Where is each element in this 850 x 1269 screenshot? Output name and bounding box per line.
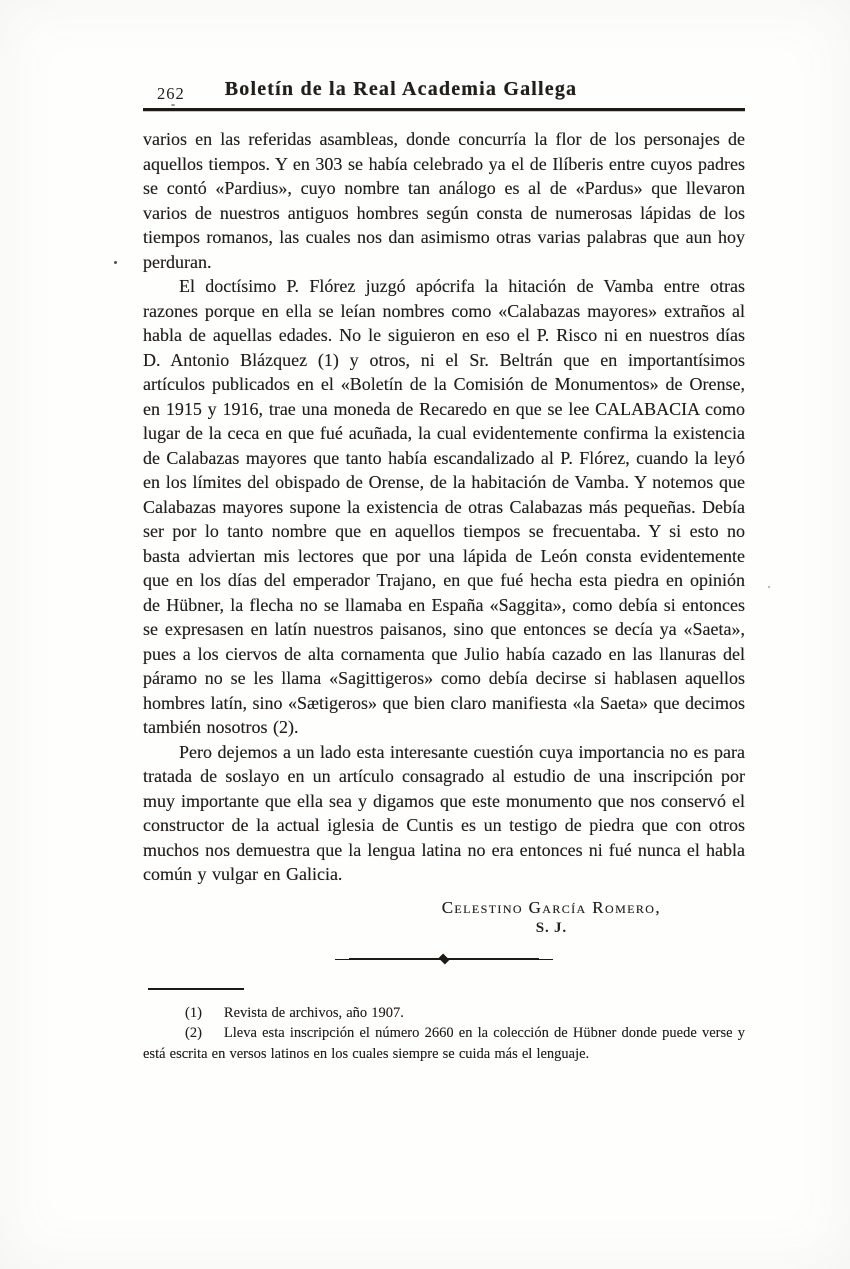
section-divider-ornament xyxy=(349,954,539,964)
divider-bar-taper-left xyxy=(335,959,349,960)
signature-block xyxy=(442,898,661,937)
author-suffix: S. J. xyxy=(535,919,567,936)
scan-speck xyxy=(114,261,117,264)
scan-speck xyxy=(171,104,175,106)
footnote xyxy=(143,1003,745,1024)
footnote-separator xyxy=(148,988,244,990)
article-body xyxy=(143,127,745,887)
running-head xyxy=(143,78,745,106)
footnote xyxy=(143,1023,745,1064)
article-paragraph: varios en las referidas asambleas, donde concurría la flor de los personajes de aquellos tiempos. Y en 303 se había celebrado ya el de Ilíberis entre cuyos padres se contó «Pardius», cuyo nombre tan análogo es al de «Pardus» que llevaron varios de nuestros antiguos hombres según consta de numerosas lápidas de los tiempos romanos, las cuales nos dan asimismo otras varias palabras que aun hoy perduran. xyxy=(143,129,745,272)
header-rule xyxy=(143,108,745,111)
journal-title: Boletín de la Real Academia Gallega xyxy=(224,78,578,100)
page-content xyxy=(143,78,745,1064)
footnote-text: Revista de archivos, año 1907. xyxy=(223,1004,404,1021)
article-paragraph: Pero dejemos a un lado esta interesante cuestión cuya importancia no es para tratada de soslayo en un artículo consagrado al estudio de una inscripción por muy importante que ella sea y digamos que este monumento que nos conservó el constructor de la actual iglesia de Cuntis es un testigo de piedra que con otros muchos nos demuestra que la lengua latina no era entonces ni fué nunca el habla común y vulgar en Galicia. xyxy=(143,741,745,884)
page-number: 262 xyxy=(157,84,185,103)
footnote-marker: (2) xyxy=(185,1025,202,1041)
footnote-text: Lleva esta inscripción el número 2660 en la colección de Hübner donde puede verse y está escrita en versos latinos en los cuales siempre se cuida más el lenguaje. xyxy=(143,1025,745,1062)
divider-bar-taper-right xyxy=(539,959,553,960)
author-name: Celestino García Romero, xyxy=(441,897,661,917)
scan-speck xyxy=(768,586,770,588)
author-signature xyxy=(143,898,745,937)
footnotes xyxy=(143,1003,745,1065)
article-paragraph: El doctísimo P. Flórez juzgó apócrifa la hitación de Vamba entre otras razones porque en ella se leían nombres como «Calabazas mayores» extraños al habla de aquellas edades. No le siguieron en eso el P. Risco ni en nuestros días D. Antonio Blázquez (1) y otros, ni el Sr. Beltrán que en importantísimos artículos publicados en el «Boletín de la Comisión de Monumentos» de Orense, en 1915 y 1916, trae una moneda de Recaredo en que se lee CALABACIA como lugar de la ceca en que fué acuñada, la cual evidentemente confirma la existencia de Calabazas mayores que tanto había escandalizado al P. Flórez, cuando la leyó en los límites del obispado de Orense, de la habitación de Vamba. Y notemos que Calabazas mayores supone la existencia de otras Calabazas más pequeñas. Debía ser por lo tanto nombre que en aquellos tiempos se frecuentaba. Y si esto no basta adviertan mis lectores que por una lápida de León consta evidentemente que en los días del emperador Trajano, en que fué hecha esta piedra en opinión de Hübner, la flecha no se llamaba en España «Saggita», como debía si entonces se expresasen en latín nuestros paisanos, sino que entonces se decía ya «Saeta», pues a los ciervos de alta cornamenta que Julio había cazado en las llanuras del páramo no se les llama «Sagittigeros» como debía decirse si hablasen aquellos hombres latín, sino «Sætigeros» que bien claro manifiesta «la Saeta» que decimos también nosotros (2). xyxy=(143,276,745,737)
footnote-marker: (1) xyxy=(185,1004,202,1021)
divider-diamond-icon xyxy=(439,953,450,964)
